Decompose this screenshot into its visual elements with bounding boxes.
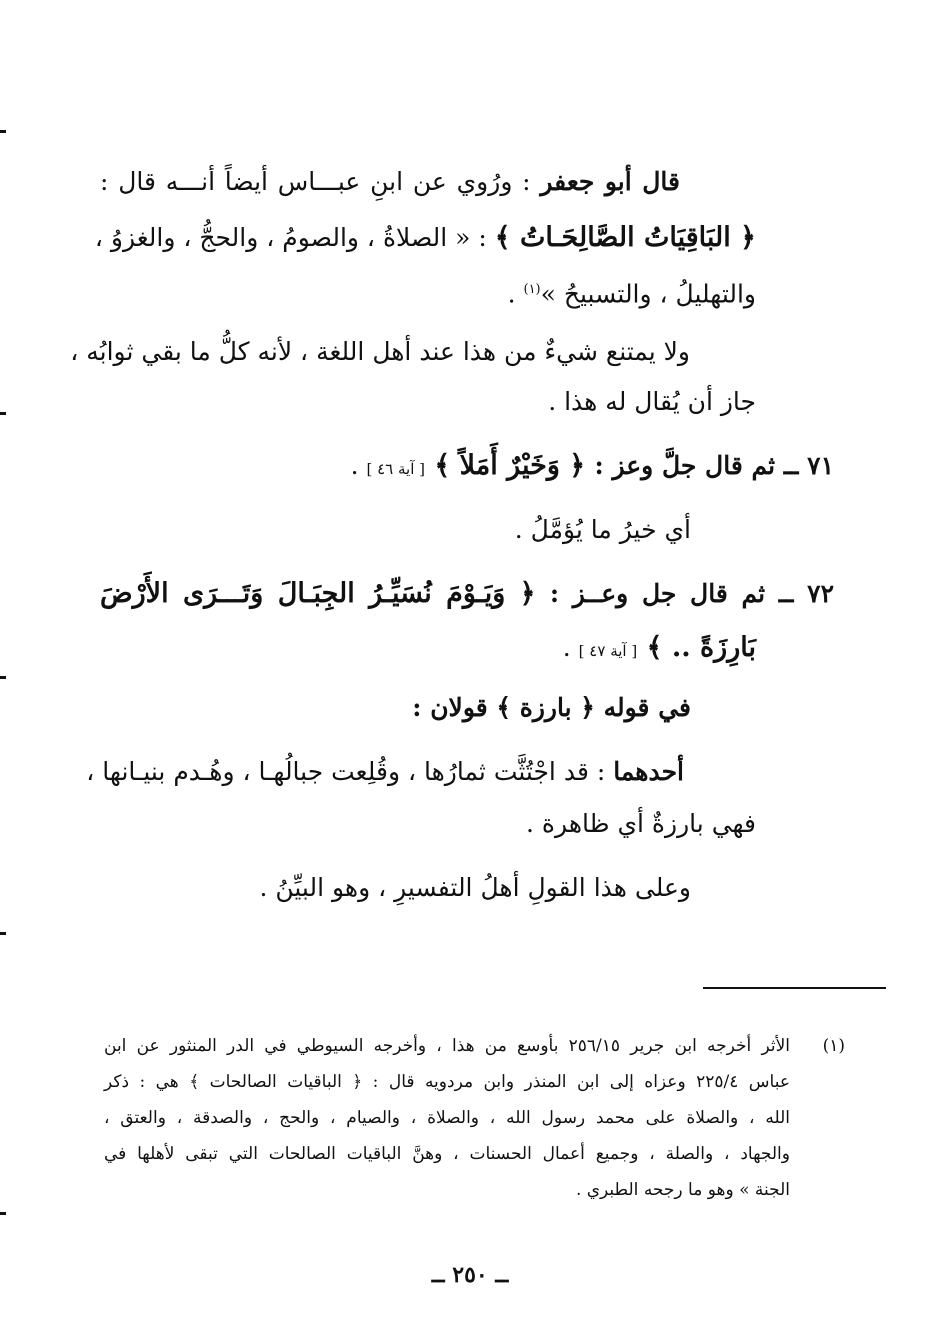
footnote-line1: [104, 1032, 790, 1060]
page-number: ــ ٢٥٠ ــ: [431, 1262, 509, 1288]
para2-line2: [548, 382, 756, 422]
para3-line1: [86, 752, 684, 792]
aya-number: [ آية ٤٦ ]: [366, 460, 426, 478]
edge-mark: [0, 676, 6, 679]
para2-line2-text: جاز أن يُقال له هذا .: [548, 387, 756, 416]
para3-line2: [526, 804, 756, 844]
para2-line1-text: ولا يمتنع شيءٌ من هذا عند أهل اللغة ، لأنه كلُّ ما بقي ثوابُه ،: [70, 337, 690, 366]
footnote-line5: [576, 1176, 790, 1204]
speaker-name: قال أبو جعفر: [540, 167, 680, 196]
edge-mark: [0, 932, 6, 935]
first-opinion-label: أحدهما: [613, 757, 684, 786]
edge-mark: [0, 412, 6, 415]
footnote-line4: [104, 1140, 790, 1168]
verse71-note-text: أي خيرُ ما يُؤمَّلُ .: [514, 515, 691, 544]
footnote-line3-text: الله ، والصلاة على محمد رسول الله ، والصلاة ، والصيام ، والحج ، والصدقة ، والعتق ،: [104, 1108, 790, 1128]
verse72-line2: [563, 628, 756, 671]
footnote-separator: [703, 987, 886, 989]
edge-mark: [0, 130, 6, 133]
para3-line1-text: : قد اجْتُثَّت ثمارُها ، وقُلِعت جبالُهـا ، وهُـدم بنيـانها ،: [86, 757, 614, 786]
footnote-line2-text: عباس ٢٢٥/٤ وعزاه إلى ابن المنذر وابن مردويه قال : ﴿ الباقيات الصالحات ﴾ هي : ذكر: [104, 1072, 790, 1092]
footnote-ref: (١): [523, 282, 541, 297]
footnote-line5-text: الجنة » وهو ما رجحه الطبري .: [575, 1180, 790, 1200]
footnote-line1-text: الأثر أخرجه ابن جرير ٢٥٦/١٥ بأوسع من هذا ، وأخرجه السيوطي في الدر المنثور عن ابن: [104, 1036, 790, 1056]
section-heading: [412, 688, 691, 728]
quran-verse: ﴿ وَيَـوْمَ نُسَيِّـرُ الجِبَـالَ وَتَـــرَى الأَرْضَ: [100, 578, 550, 609]
footnote-marker: [823, 1032, 845, 1060]
footnote-line3: [104, 1104, 790, 1132]
para4-line: [259, 868, 691, 908]
edge-mark: [0, 1212, 6, 1215]
para1-line3: [508, 270, 756, 314]
quran-verse: بَارِزَةً .. ﴾: [637, 632, 756, 663]
para1-line3-text: والتهليلُ ، والتسبيحُ »: [540, 279, 756, 309]
verse72-lead: ٧٢ ــ ثم قال جل وعــز :: [549, 579, 834, 608]
footnote-marker-text: (١): [822, 1036, 845, 1056]
para1-line1-text: : ورُوي عن ابنِ عبـــاس أيضاً أنـــه قال :: [100, 167, 541, 196]
period: .: [562, 633, 579, 662]
verse71-line: [351, 446, 834, 489]
quran-verse: ﴿ وَخَيْرٌ أَمَلاً ﴾: [425, 450, 595, 481]
footnote-line2: [104, 1068, 790, 1096]
verse72-line1: [100, 574, 834, 614]
footnote-line4-text: والجهاد ، والصلة ، وجميع أعمال الحسنات ، وهنَّ الباقيات الصالحات التي تبقى لأهلها في: [104, 1144, 790, 1164]
period: .: [507, 279, 524, 309]
verse71-note: [515, 510, 691, 550]
para4-text: وعلى هذا القولِ أهلُ التفسيرِ ، وهو البيِّنُ .: [259, 873, 691, 902]
aya-number: [ آية ٤٧ ]: [578, 642, 638, 660]
section-heading-text: في قوله ﴿ بارزة ﴾ قولان :: [412, 693, 691, 722]
quran-verse: ﴿ البَاقِيَاتُ الصَّالِحَـاتُ ﴾: [494, 222, 756, 253]
para1-line2: [94, 218, 756, 258]
verse71-lead: ٧١ ــ ثم قال جلَّ وعز :: [594, 451, 834, 480]
para2-line1: [70, 332, 690, 372]
para1-line1: [100, 162, 680, 202]
para1-line2-text: : « الصلاةُ ، والصومُ ، والحجُّ ، والغزوُ ،: [94, 223, 495, 252]
period: .: [350, 451, 367, 480]
para3-line2-text: فهي بارزةٌ أي ظاهرة .: [526, 809, 756, 838]
